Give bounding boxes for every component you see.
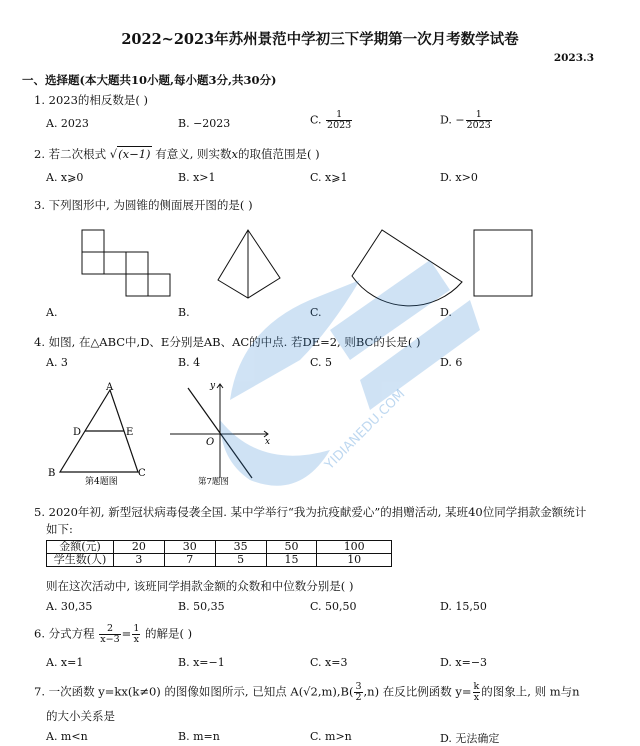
q1-option-a: A. 2023 bbox=[46, 117, 89, 130]
q7-option-b: B. m=n bbox=[178, 730, 220, 743]
q1-option-c: C. $\frac{1}{2023}$ bbox=[310, 109, 352, 131]
watermark-text: YIDIANEDU.COM bbox=[322, 386, 409, 473]
question-1-stem: 1. 2023的相反数是( ) bbox=[34, 93, 149, 107]
q1-option-d: D. − $\frac{1}{2023}$ bbox=[440, 109, 491, 131]
q7-option-a: A. m<n bbox=[46, 730, 88, 743]
question-5-stem-line2: 如下: bbox=[46, 522, 73, 536]
sector-figure bbox=[352, 230, 462, 306]
q2-option-a: A. x⩾0 bbox=[46, 171, 84, 184]
question-3-stem: 3. 下列图形中, 为圆锥的侧面展开图的是( ) bbox=[34, 198, 253, 212]
table-row bbox=[47, 541, 392, 554]
q3-option-b: B. bbox=[178, 306, 190, 319]
fig7-caption: 第7题图 bbox=[198, 477, 229, 487]
figure-4-triangle bbox=[40, 380, 160, 490]
q2-option-c: C. x⩾1 bbox=[310, 171, 348, 184]
q3-option-c: C. bbox=[310, 306, 322, 319]
donation-table bbox=[46, 540, 392, 567]
fig7-label-o: O bbox=[206, 437, 215, 448]
q3-figures bbox=[70, 228, 570, 310]
question-2-stem: 2. 若二次根式 √(x−1) 有意义, 则实数x的取值范围是( ) bbox=[34, 147, 320, 161]
table-cell: 10 bbox=[317, 554, 392, 567]
figure-7-axes bbox=[166, 380, 276, 490]
table-cell: 3 bbox=[114, 554, 165, 567]
table-row bbox=[47, 554, 392, 567]
question-6-stem: 6. 分式方程 $\frac{2}{x-3}$ = $\frac{1}{x}$ 的解是( ) bbox=[34, 623, 193, 645]
q4-option-a: A. 3 bbox=[46, 356, 68, 369]
q7-option-c: C. m>n bbox=[310, 730, 352, 743]
question-7-stem-line2: 的大小关系是 bbox=[46, 709, 115, 723]
question-5-stem-line3: 则在这次活动中, 该班同学捐款金额的众数和中位数分别是( ) bbox=[46, 579, 354, 593]
q5-option-b: B. 50,35 bbox=[178, 600, 225, 613]
table-cell: 50 bbox=[266, 541, 317, 554]
q3-option-a: A. bbox=[46, 306, 58, 319]
q6-option-b: B. x=−1 bbox=[178, 656, 225, 669]
q2-option-b: B. x>1 bbox=[178, 171, 216, 184]
q2-option-d: D. x>0 bbox=[440, 171, 478, 184]
q5-option-d: D. 15,50 bbox=[440, 600, 487, 613]
table-cell: 100 bbox=[317, 541, 392, 554]
fig4-label-e: E bbox=[126, 427, 134, 438]
q1-option-b: B. −2023 bbox=[178, 117, 231, 130]
q6-option-c: C. x=3 bbox=[310, 656, 348, 669]
section-heading: 一、选择题(本大题共10小题,每小题3分,共30分) bbox=[22, 73, 277, 87]
cube-net-figure bbox=[82, 230, 170, 296]
fig4-label-c: C bbox=[138, 468, 146, 479]
table-cell: 20 bbox=[114, 541, 165, 554]
fig4-caption: 第4题图 bbox=[85, 477, 118, 487]
table-header-cell: 金额(元) bbox=[47, 541, 114, 554]
q6-option-a: A. x=1 bbox=[46, 656, 84, 669]
q3-option-d: D. bbox=[440, 306, 452, 319]
fig7-label-y: y bbox=[210, 381, 216, 391]
fig7-label-x: x bbox=[265, 437, 271, 447]
question-5-stem-line1: 5. 2020年初, 新型冠状病毒侵袭全国. 某中学举行“我为抗疫献爱心”的捐赠活动, 某班40位同学捐款金额统计 bbox=[34, 505, 587, 519]
q4-option-c: C. 5 bbox=[310, 356, 333, 369]
q5-option-a: A. 30,35 bbox=[46, 600, 93, 613]
q4-option-b: B. 4 bbox=[178, 356, 201, 369]
q5-option-c: C. 50,50 bbox=[310, 600, 357, 613]
exam-date: 2023.3 bbox=[553, 52, 594, 64]
q4-option-d: D. 6 bbox=[440, 356, 463, 369]
fig4-label-a: A bbox=[106, 382, 114, 393]
table-cell: 30 bbox=[164, 541, 215, 554]
fig4-label-d: D bbox=[73, 427, 82, 438]
page-title: 2022~2023年苏州景范中学初三下学期第一次月考数学试卷 bbox=[121, 31, 519, 48]
table-cell: 35 bbox=[215, 541, 266, 554]
table-cell: 15 bbox=[266, 554, 317, 567]
pyramid-figure bbox=[218, 230, 280, 298]
question-7-stem: 7. 一次函数 y=kx(k≠0) 的图像如图所示, 已知点 A(√2,m),B( $\frac{3}{2}$ ,n) 在反比例函数 y= $\frac{k}{x}$ 的图象上, 则 m与n bbox=[34, 681, 580, 703]
square-figure bbox=[474, 230, 532, 296]
table-header-cell: 学生数(人) bbox=[47, 554, 114, 567]
question-4-stem: 4. 如图, 在△ABC中,D、E分别是AB、AC的中点. 若DE=2, 则BC的长是( ) bbox=[34, 335, 421, 349]
table-cell: 7 bbox=[164, 554, 215, 567]
q7-option-d: D. 无法确定 bbox=[440, 732, 500, 745]
q6-option-d: D. x=−3 bbox=[440, 656, 488, 669]
fig4-label-b: B bbox=[48, 468, 56, 479]
table-cell: 5 bbox=[215, 554, 266, 567]
